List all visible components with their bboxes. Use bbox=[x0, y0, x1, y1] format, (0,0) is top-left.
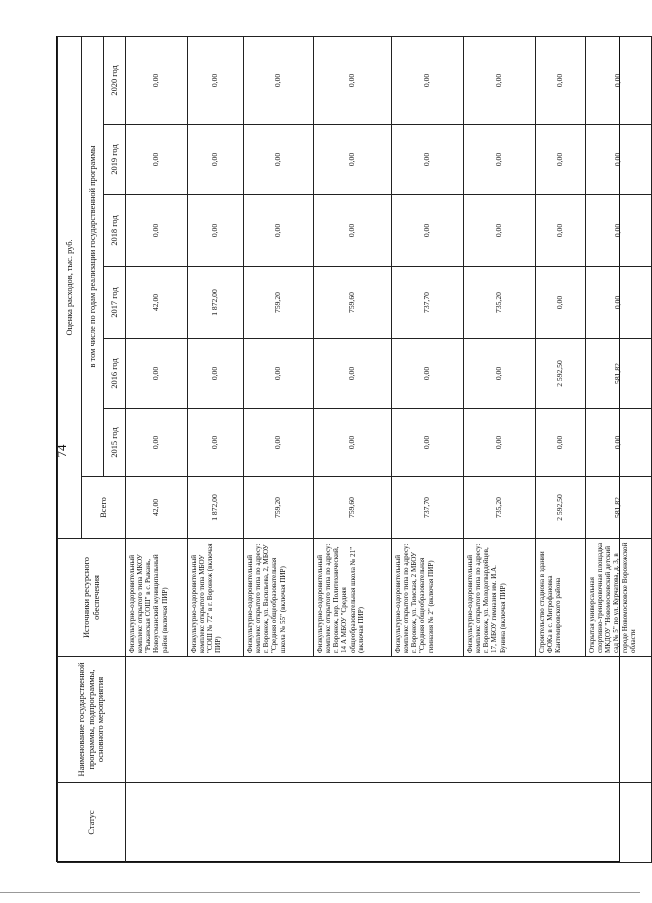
year-value-2017: 759,60 bbox=[314, 267, 392, 339]
source-header: Источники ресурсного обеспечения bbox=[58, 539, 126, 657]
year-value-2017: 42,00 bbox=[126, 267, 188, 339]
by-years-header: в том числе по годам реализации государственной программы bbox=[82, 36, 104, 476]
year-value-2019: 0,00 bbox=[392, 125, 464, 195]
status-cell bbox=[126, 783, 652, 863]
total-cell: 2 592,50 bbox=[536, 477, 586, 539]
year-value-2019: 0,00 bbox=[586, 125, 652, 195]
source-cell: Строительство стадиона в здании ФОКа в с. Митрофановка Кантемировского района bbox=[536, 539, 586, 657]
year-value-2018: 0,00 bbox=[188, 195, 244, 267]
year-value-2019: 0,00 bbox=[126, 125, 188, 195]
year-value-2017: 0,00 bbox=[536, 267, 586, 339]
year-value-2015: 0,00 bbox=[126, 409, 188, 477]
table-row bbox=[126, 36, 188, 862]
year-value-2016: 0,00 bbox=[392, 339, 464, 409]
year-value-2015: 0,00 bbox=[392, 409, 464, 477]
year-value-2020: 0,00 bbox=[188, 36, 244, 124]
year-value-2019: 0,00 bbox=[464, 125, 536, 195]
budget-table-frame bbox=[56, 36, 637, 862]
year-value-2015: 0,00 bbox=[188, 409, 244, 477]
year-header-2015: 2015 год bbox=[104, 409, 126, 477]
source-cell: Физкультурно-оздоровительный комплекс открытого типа МБОУ "СОШ № 72" в г. Воронеж (включая ПИР) bbox=[188, 539, 244, 657]
year-header-2019: 2019 год bbox=[104, 125, 126, 195]
year-value-2015: 0,00 bbox=[314, 409, 392, 477]
year-value-2019: 0,00 bbox=[314, 125, 392, 195]
year-value-2017: 1 872,00 bbox=[188, 267, 244, 339]
total-cell: 737,70 bbox=[392, 477, 464, 539]
name-header: Наименование государственной программы, подпрограммы, основного мероприятия bbox=[58, 657, 126, 783]
year-value-2018: 0,00 bbox=[314, 195, 392, 267]
year-value-2020: 0,00 bbox=[586, 36, 652, 124]
name-cell bbox=[126, 657, 652, 783]
year-header-2018: 2018 год bbox=[104, 195, 126, 267]
year-value-2020: 0,00 bbox=[126, 36, 188, 124]
year-value-2016: 0,00 bbox=[126, 339, 188, 409]
source-cell: Физкультурно-оздоровительный комплекс открытого типа по адресу: г. Воронеж, ул. Васильева, 2, МБОУ "Средняя общеобразовательная школа № 55" (включая ПИР) bbox=[244, 539, 314, 657]
year-value-2016: 0,00 bbox=[314, 339, 392, 409]
source-cell: Физкультурно-оздоровительный комплекс открытого типа по адресу: г. Воронеж, пер. Политехнический, 14 А МБОУ "Средняя общеобразовательная школа № 21" (включая ПИР) bbox=[314, 539, 392, 657]
year-value-2018: 0,00 bbox=[464, 195, 536, 267]
year-value-2018: 0,00 bbox=[536, 195, 586, 267]
year-value-2017: 759,20 bbox=[244, 267, 314, 339]
total-cell: 42,00 bbox=[126, 477, 188, 539]
year-value-2019: 0,00 bbox=[188, 125, 244, 195]
year-value-2018: 0,00 bbox=[586, 195, 652, 267]
year-value-2018: 0,00 bbox=[126, 195, 188, 267]
year-value-2015: 0,00 bbox=[244, 409, 314, 477]
estimate-header: Оценка расходов, тыс. руб. bbox=[58, 36, 82, 538]
table-body bbox=[58, 36, 652, 862]
year-value-2020: 0,00 bbox=[536, 36, 586, 124]
year-value-2016: 581,82 bbox=[586, 339, 652, 409]
year-value-2016: 0,00 bbox=[188, 339, 244, 409]
year-value-2015: 0,00 bbox=[586, 409, 652, 477]
total-header: Всего bbox=[82, 477, 126, 539]
page-bottom-rule bbox=[0, 892, 640, 893]
year-value-2017: 0,00 bbox=[586, 267, 652, 339]
year-value-2020: 0,00 bbox=[314, 36, 392, 124]
year-value-2018: 0,00 bbox=[392, 195, 464, 267]
page-number: 74 bbox=[54, 444, 69, 458]
year-value-2018: 0,00 bbox=[244, 195, 314, 267]
year-value-2016: 0,00 bbox=[464, 339, 536, 409]
year-value-2020: 0,00 bbox=[244, 36, 314, 124]
year-value-2020: 0,00 bbox=[464, 36, 536, 124]
year-value-2015: 0,00 bbox=[536, 409, 586, 477]
total-cell: 1 872,00 bbox=[188, 477, 244, 539]
year-value-2016: 0,00 bbox=[244, 339, 314, 409]
total-cell: 735,20 bbox=[464, 477, 536, 539]
budget-table bbox=[57, 36, 652, 863]
year-header-2016: 2016 год bbox=[104, 339, 126, 409]
year-value-2017: 735,20 bbox=[464, 267, 536, 339]
source-cell: Физкультурно-оздоровительный комплекс открытого типа МКОУ "Рыканская СОШ" в с. Рыкань, Новоусманский муниципальный район (включая ПИР) bbox=[126, 539, 188, 657]
year-header-2020: 2020 год bbox=[104, 36, 126, 124]
total-cell: 759,20 bbox=[244, 477, 314, 539]
year-value-2019: 0,00 bbox=[536, 125, 586, 195]
year-value-2016: 2 592,50 bbox=[536, 339, 586, 409]
year-value-2017: 737,70 bbox=[392, 267, 464, 339]
year-value-2019: 0,00 bbox=[244, 125, 314, 195]
source-cell: Открытая универсальная спортивно-тренировочная площадка МКДОУ "Новомосковский детский сад № 5" по ул. Курчатова, д. 3, в городе Новомосковске Воронежской области bbox=[586, 539, 652, 657]
source-cell: Физкультурно-оздоровительный комплекс открытого типа по адресу: г. Воронеж, ул. Тимская, 2 МБОУ "Средняя общеобразовательная гимназия № 2" (включая ПИР) bbox=[392, 539, 464, 657]
year-header-2017: 2017 год bbox=[104, 267, 126, 339]
year-value-2015: 0,00 bbox=[464, 409, 536, 477]
total-cell: 581,82 bbox=[586, 477, 652, 539]
status-header: Статус bbox=[58, 783, 126, 863]
source-cell: Физкультурно-оздоровительный комплекс открытого типа по адресу: г. Воронеж, ул. Молодогвардейцев, 17, МБОУ гимназия им. И.А. Бунина (включая ПИР) bbox=[464, 539, 536, 657]
total-cell: 759,60 bbox=[314, 477, 392, 539]
year-value-2020: 0,00 bbox=[392, 36, 464, 124]
